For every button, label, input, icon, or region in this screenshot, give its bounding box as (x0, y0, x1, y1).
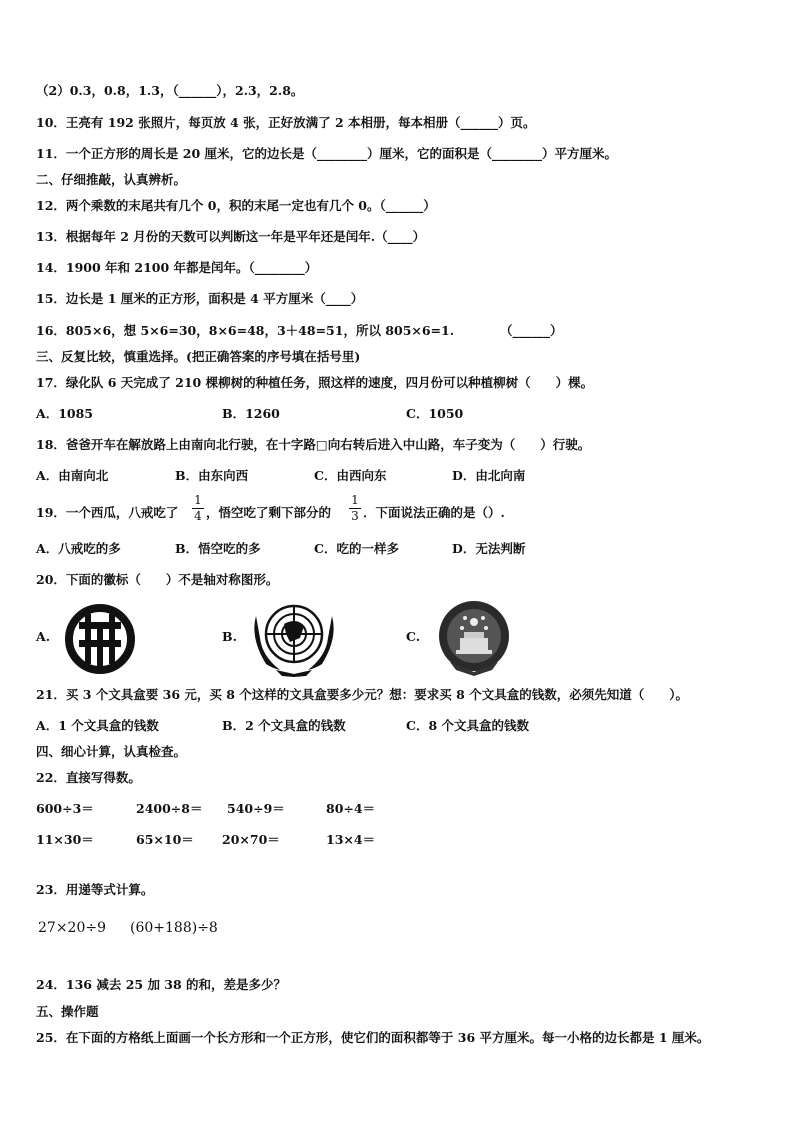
q19-fraction-2-den: 3 (351, 509, 359, 523)
question-19-part2: ，悟空吃了剩下部分的 (206, 505, 332, 520)
q18-option-b: B．由东向西 (175, 468, 249, 483)
question-16-blank: （______） (500, 323, 563, 338)
question-17: 17．绿化队 6 天完成了 210 棵柳树的种植任务，照这样的速度，四月份可以种植柳树（ ）棵。 (36, 375, 594, 390)
q17-option-a: A．1085 (36, 406, 93, 421)
section-4-title: 四、细心计算，认真检查。 (36, 744, 187, 759)
q22-item-4: 80÷4＝ (326, 801, 376, 816)
q19-option-b: B．悟空吃的多 (175, 541, 261, 556)
q19-fraction-1 (192, 494, 204, 523)
q22-item-3: 540÷9＝ (227, 801, 285, 816)
q20-option-c: C. (406, 629, 421, 644)
q23-expression-1: 27×20÷9 (38, 920, 106, 936)
question-11: 11．一个正方形的周长是 20 厘米，它的边长是（________）厘米，它的面积是（________）平方厘米。 (36, 146, 617, 161)
question-22: 22．直接写得数。 (36, 770, 141, 785)
q22-item-7: 20×70＝ (222, 832, 280, 847)
q9-part2: （2）0.3，0.8，1.3，（______），2.3，2.8。 (36, 83, 304, 98)
q21-option-c: C．8 个文具盒的钱数 (406, 718, 529, 733)
section-2-title: 二、仔细推敲，认真辨析。 (36, 172, 187, 187)
section-5-title: 五、操作题 (36, 1004, 99, 1019)
q19-fraction-1-den: 4 (194, 509, 202, 523)
q19-option-d: D．无法判断 (452, 541, 526, 556)
q19-fraction-2-num: 1 (351, 493, 359, 507)
question-14: 14．1900 年和 2100 年都是闰年。（________） (36, 260, 318, 275)
question-19-part1: 19．一个西瓜，八戒吃了 (36, 505, 179, 520)
q18-option-a: A．由南向北 (36, 468, 109, 483)
question-13: 13．根据每年 2 月份的天数可以判断这一年是平年还是闰年.（____） (36, 229, 426, 244)
question-21: 21．买 3 个文具盒要 36 元，买 8 个这样的文具盒要多少元？想：要求买 8 个文具盒的钱数，必须先知道（ ）。 (36, 687, 688, 702)
question-20: 20．下面的徽标（ ）不是轴对称图形。 (36, 572, 279, 587)
question-25: 25．在下面的方格纸上面画一个长方形和一个正方形，使它们的面积都等于 36 平方厘米。每一小格的边长都是 1 厘米。 (36, 1030, 710, 1045)
q19-option-a: A．八戒吃的多 (36, 541, 121, 556)
question-23: 23．用递等式计算。 (36, 882, 154, 897)
q22-item-6: 65×10＝ (136, 832, 194, 847)
section-3-title: 三、反复比较，慎重选择。(把正确答案的序号填在括号里) (36, 349, 361, 364)
q22-item-2: 2400÷8＝ (136, 801, 203, 816)
q19-option-c: C．吃的一样多 (314, 541, 399, 556)
national-emblem-icon (432, 598, 516, 678)
q22-item-1: 600÷3＝ (36, 801, 94, 816)
question-19-part3: ．下面说法正确的是（）. (363, 505, 505, 520)
q22-item-8: 13×4＝ (326, 832, 376, 847)
q17-option-c: C．1050 (406, 406, 464, 421)
question-15: 15．边长是 1 厘米的正方形，面积是 4 平方厘米（____） (36, 291, 364, 306)
question-18: 18．爸爸开车在解放路上由南向北行驶，在十字路□向右转后进入中山路，车子变为（ ）行驶。 (36, 437, 591, 452)
q21-option-a: A．1 个文具盒的钱数 (36, 718, 159, 733)
un-emblem-icon (246, 598, 342, 678)
q17-option-b: B．1260 (222, 406, 280, 421)
q19-fraction-2 (349, 494, 361, 523)
q23-expression-2: (60+188)÷8 (130, 920, 218, 936)
q18-option-d: D．由北向南 (452, 468, 526, 483)
q19-fraction-1-num: 1 (194, 493, 202, 507)
question-24: 24．136 减去 25 加 38 的和，差是多少？ (36, 977, 287, 992)
q20-option-a: A. (36, 629, 51, 644)
q20-option-b: B. (222, 629, 237, 644)
bank-logo-icon (63, 602, 137, 676)
question-12: 12．两个乘数的末尾共有几个 0，积的末尾一定也有几个 0。（______） (36, 198, 436, 213)
q18-option-c: C．由西向东 (314, 468, 387, 483)
question-10: 10．王亮有 192 张照片，每页放 4 张，正好放满了 2 本相册，每本相册（______）页。 (36, 115, 536, 130)
question-16: 16．805×6，想 5×6=30，8×6=48，3＋48=51，所以 805×6=1. (36, 323, 455, 338)
q21-option-b: B．2 个文具盒的钱数 (222, 718, 346, 733)
q22-item-5: 11×30＝ (36, 832, 94, 847)
